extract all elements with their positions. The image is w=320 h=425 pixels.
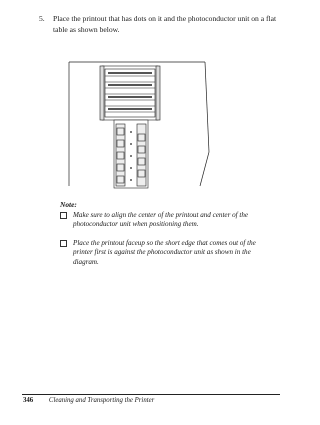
note-title: Note: <box>60 200 77 209</box>
note-item-text: Place the printout faceup so the short edge that comes out of the printer first is against the photoconductor unit as shown in the diagram. <box>73 239 256 266</box>
checkbox-bullet-icon <box>60 212 67 219</box>
page-footer <box>23 397 154 404</box>
page-number: 346 <box>23 397 34 404</box>
dot-printout <box>114 120 148 188</box>
checkbox-bullet-icon <box>60 240 67 247</box>
step-text: Place the printout that has dots on it and the photoconductor unit on a flat table as shown below. <box>53 14 277 34</box>
step-number: 5. <box>39 14 45 23</box>
photoconductor-unit <box>100 66 160 120</box>
photoconductor-alignment-illustration <box>68 60 210 190</box>
step-5 <box>39 14 283 35</box>
footer-divider <box>22 394 280 395</box>
note-item-text: Make sure to align the center of the printout and center of the photoconductor unit when positioning them. <box>73 211 249 229</box>
chapter-title: Cleaning and Transporting the Printer <box>48 397 155 404</box>
